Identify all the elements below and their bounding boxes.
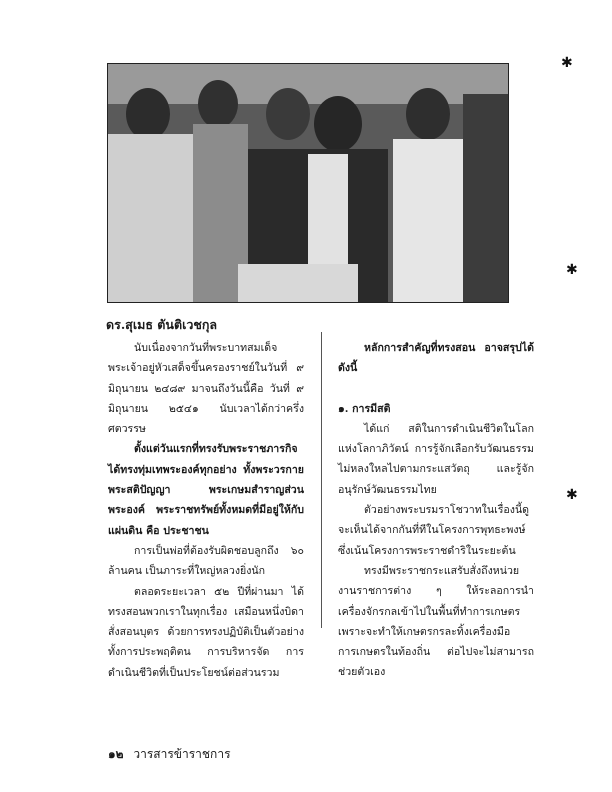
paragraph: ตั้งแต่วันแรกที่ทรงรับพระราชภารกิจ ได้ทรงทุ่มเทพระองค์ทุกอย่าง ทั้งพระวรกาย พระสติปัญญา พระเกษมสำราญส่วนพระองค์ พระราชทรัพย์ทั้งหมดที่มีอยู่ให้กับแผ่นดิน คือ ประชาชน bbox=[108, 443, 304, 537]
photo-illustration bbox=[108, 64, 508, 302]
spacer bbox=[338, 379, 534, 399]
scan-mark-icon: ✱ bbox=[561, 55, 573, 71]
column-divider bbox=[321, 332, 322, 628]
page-number: ๑๒ bbox=[108, 747, 124, 761]
paragraph: การเป็นพ่อที่ต้องรับผิดชอบลูกถึง ๖๐ ล้านคน เป็นภาระที่ใหญ่หลวงยิ่งนัก bbox=[108, 544, 304, 578]
paragraph: ตลอดระยะเวลา ๕๒ ปีที่ผ่านมา ได้ทรงสอนพวกเราในทุกเรื่อง เสมือนหนึ่งบิดาสั่งสอนบุตร ด้วยการทรงปฏิบัติเป็นตัวอย่าง ทั้งการประพฤติตน การบริหารจัด การดำเนินชีวิตที่เป็นประโยชน์ต่อส่วนรวม bbox=[108, 585, 304, 679]
scan-mark-icon: ✱ bbox=[566, 262, 578, 278]
paragraph: ตัวอย่างพระบรมราโชวาทในเรื่องนี้ดูจะเห็นได้จากกันที่ทีในโครงการพุทธะพงษ์ซึ่งเน้นโครงการพระราชดำริในระยะต้น bbox=[338, 504, 530, 557]
author-name: ดร.สุเมธ ตันติเวชกุล bbox=[106, 317, 218, 332]
paragraph: ทรงมีพระราชกระแสรับสั่งถึงหน่วยงานราชการต่าง ๆ ให้ระลอการนำเครื่องจักรกลเข้าไปในพื้นที่ทำการเกษตร เพราะจะทำให้เกษตรกรละทิ้งเครื่องมือการเกษตรในท้องถิ่น ต่อไปจะไม่สามารถช่วยตัวเอง bbox=[338, 564, 534, 679]
right-column bbox=[338, 338, 534, 683]
royal-visit-photo bbox=[107, 63, 509, 303]
intro-text: หลักการสำคัญที่ทรงสอน อาจสรุปได้ดังนี้ bbox=[338, 342, 534, 375]
page-footer bbox=[108, 745, 231, 764]
scan-mark-icon: ✱ bbox=[566, 487, 578, 503]
publication-name: วารสารข้าราชการ bbox=[133, 747, 231, 761]
section-heading: ๑. การมีสติ bbox=[338, 402, 391, 415]
left-column bbox=[108, 338, 304, 683]
paragraph: นับเนื่องจากวันที่พระบาทสมเด็จพระเจ้าอยู่หัวเสด็จขึ้นครองราชย์ในวันที่ ๙ มิถุนายน ๒๔๘๙ มาจนถึงวันนี้คือ วันที่ ๙ มิถุนายน ๒๕๔๑ นับเวลาได้กว่าครึ่งศตวรรษ bbox=[108, 342, 304, 436]
paragraph: ได้แก่ สติในการดำเนินชีวิตในโลกแห่งโลกาภิวัตน์ การรู้จักเลือกรับวัฒนธรรม ไม่หลงใหลไปตามกระแสวัตถุ และรู้จักอนุรักษ์วัฒนธรรมไทย bbox=[338, 422, 534, 496]
